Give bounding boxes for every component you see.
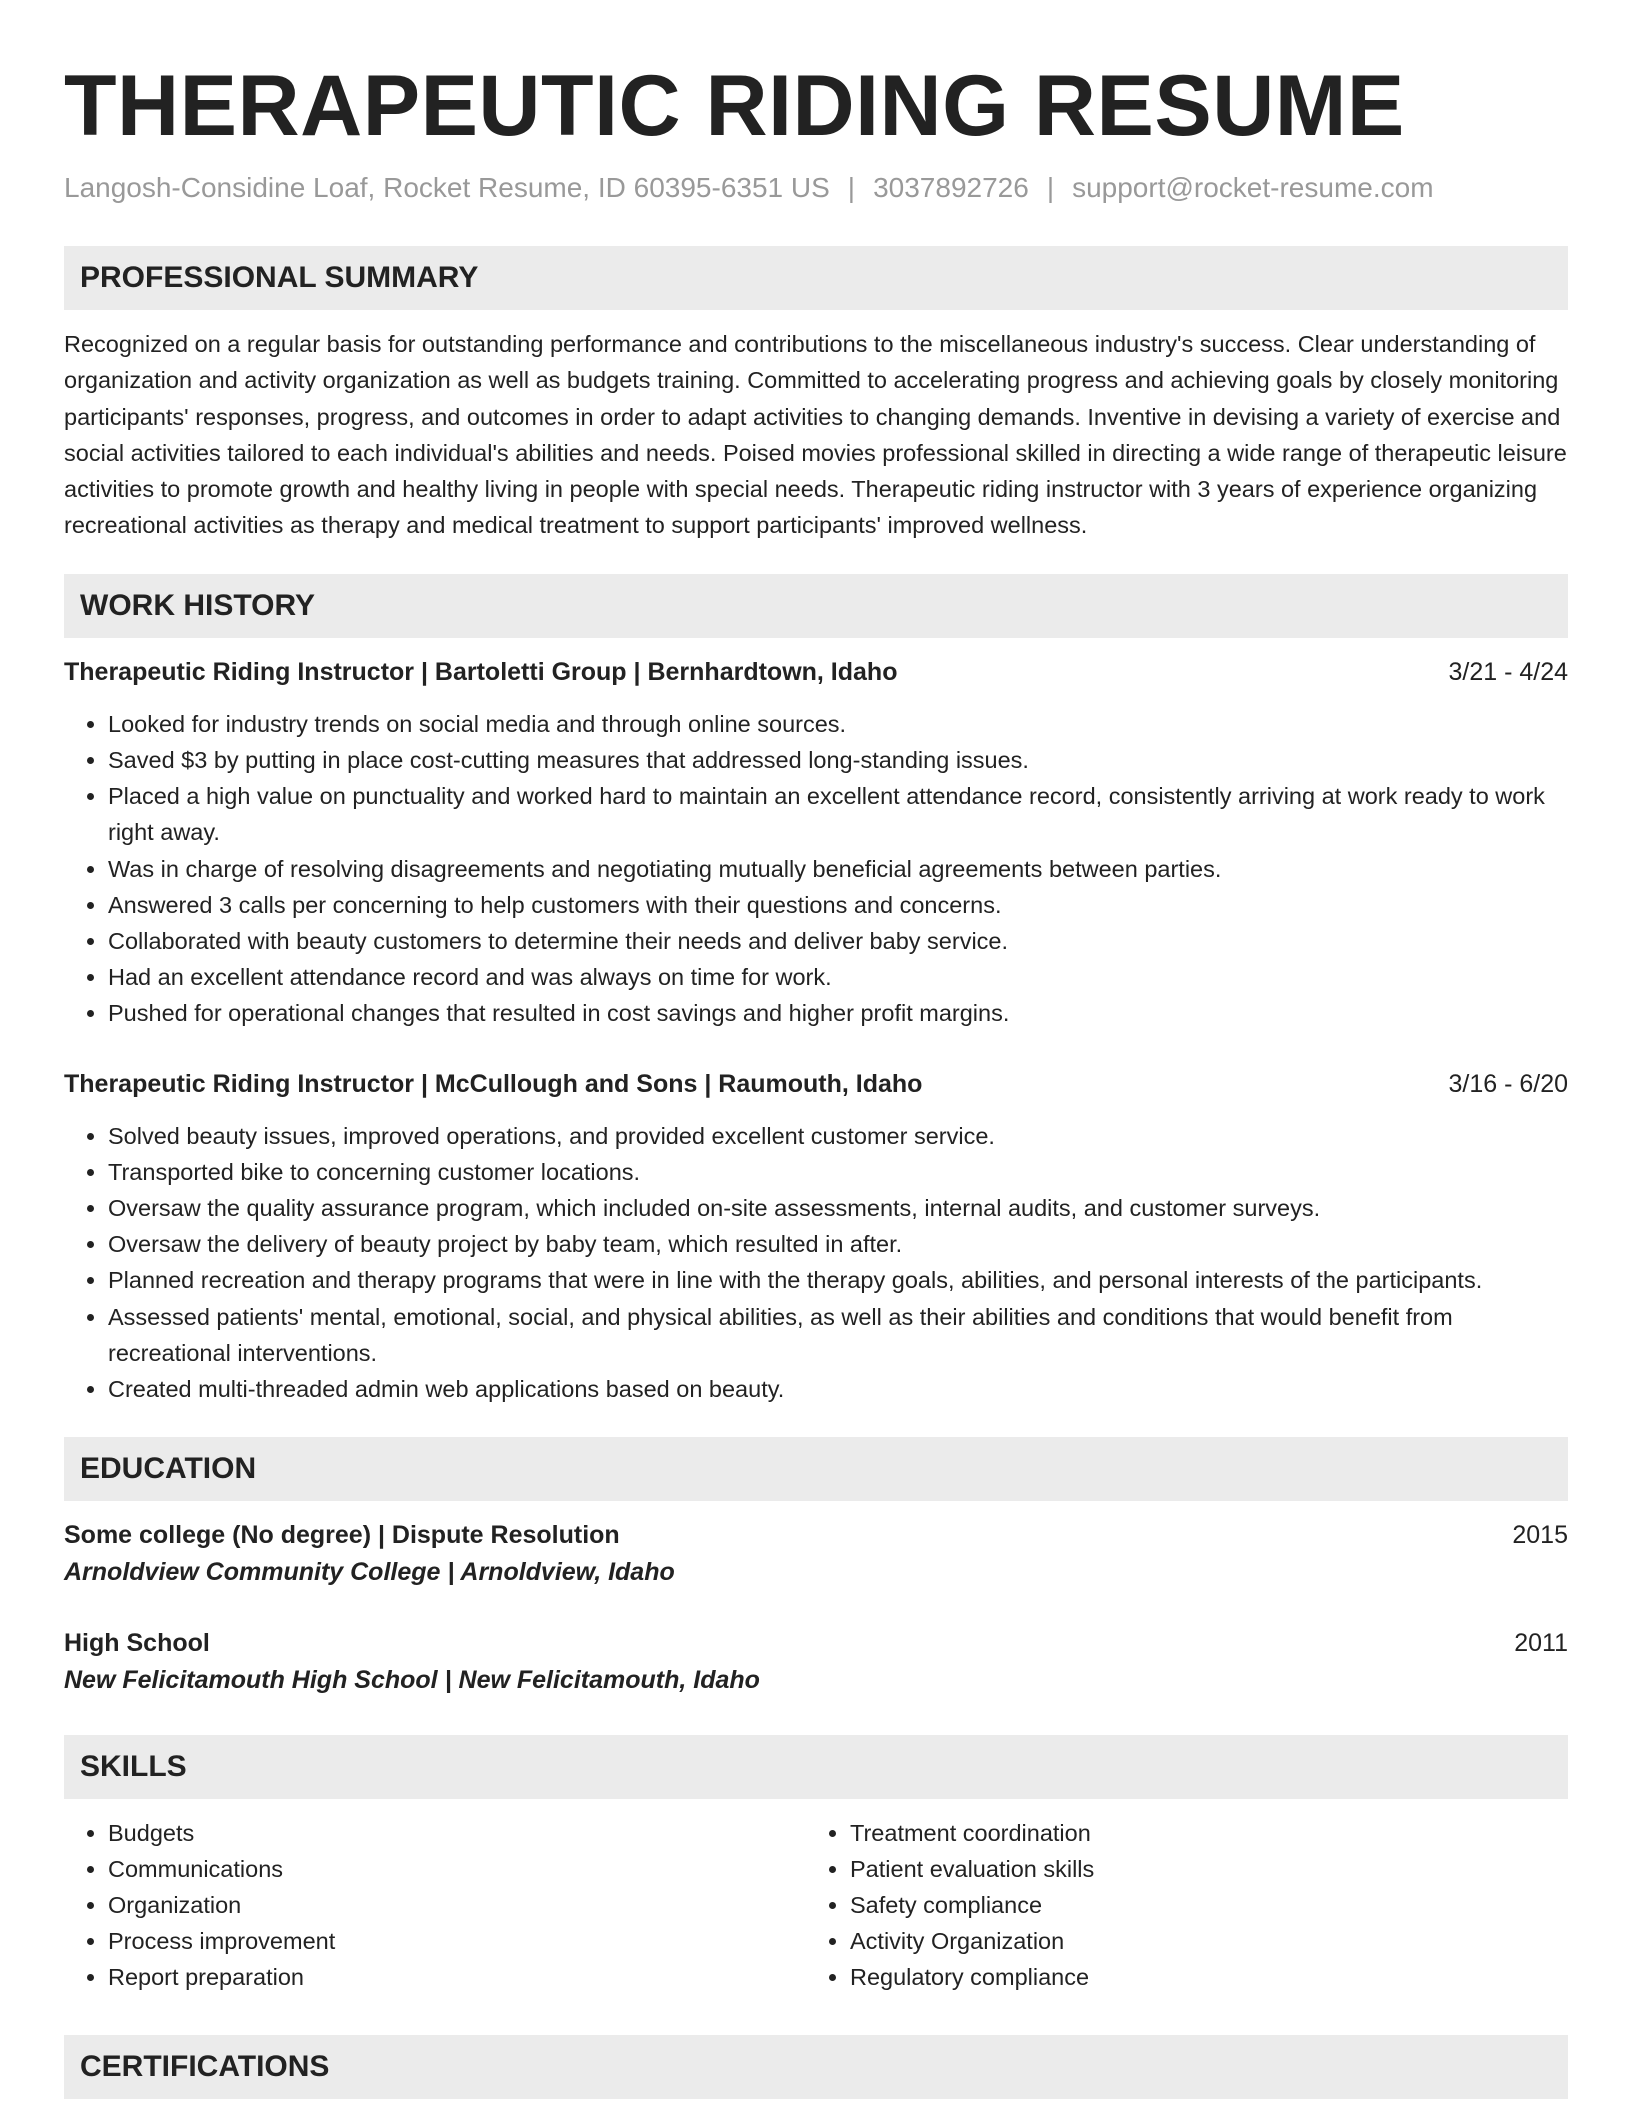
resume-title: THERAPEUTIC RIDING RESUME (64, 58, 1405, 154)
job-bullet: • Transported bike to concerning customer locations. (108, 1154, 1568, 1190)
job-bullet: • Was in charge of resolving disagreements and negotiating mutually beneficial agreements between parties. (108, 851, 1568, 887)
job-header (64, 654, 1568, 690)
job-bullet: • Placed a high value on punctuality and worked hard to maintain an excellent attendance record, consistently arriving at work ready to work right away. (108, 778, 1568, 850)
job-bullet: • Oversaw the delivery of beauty project by baby team, which resulted in after. (108, 1226, 1568, 1262)
job-bullet: • Saved $3 by putting in place cost-cutting measures that addressed long-standing issues. (108, 742, 1568, 778)
job-bullets (64, 1118, 1568, 1408)
education-entry (64, 1625, 1568, 1699)
contact-line (64, 170, 1568, 206)
summary-heading: PROFESSIONAL SUMMARY (64, 246, 1568, 310)
job-bullet: • Planned recreation and therapy programs that were in line with the therapy goals, abilities, and personal interests of the participants. (108, 1262, 1568, 1298)
skill-item: • Budgets (108, 1815, 806, 1851)
contact-email: support@rocket-resume.com (1072, 172, 1434, 203)
skill-item: • Activity Organization (850, 1923, 1548, 1959)
job-dates: 3/16 - 6/20 (1448, 1069, 1568, 1098)
skill-item: • Patient evaluation skills (850, 1851, 1548, 1887)
skills-list-left (64, 1815, 806, 1995)
contact-separator: | (1046, 172, 1055, 203)
education-header (64, 1517, 1568, 1553)
job-bullet: • Looked for industry trends on social media and through online sources. (108, 706, 1568, 742)
job-bullets (64, 706, 1568, 1032)
job-title: Therapeutic Riding Instructor | Bartoletti Group | Bernhardtown, Idaho (64, 657, 898, 686)
job-title: Therapeutic Riding Instructor | McCullough and Sons | Raumouth, Idaho (64, 1069, 923, 1098)
education-school: New Felicitamouth High School | New Felicitamouth, Idaho (64, 1666, 760, 1695)
job-bullet: • Assessed patients' mental, emotional, social, and physical abilities, as well as their abilities and conditions that would benefit from recreational interventions. (108, 1299, 1568, 1371)
job-bullet: • Pushed for operational changes that resulted in cost savings and higher profit margins. (108, 995, 1568, 1031)
education-year: 2011 (1514, 1629, 1568, 1658)
skill-item: • Safety compliance (850, 1887, 1548, 1923)
job-bullet: • Oversaw the quality assurance program, which included on-site assessments, internal audits, and customer surveys. (108, 1190, 1568, 1226)
skill-item: • Regulatory compliance (850, 1959, 1548, 1995)
summary-text: Recognized on a regular basis for outstanding performance and contributions to the miscellaneous industry's success. Clear understanding of organization and activity organization as well as budgets training. Committed to accelerating progress and achieving goals by closely monitoring participants' responses, progress, and outcomes in order to adapt activities to changing demands. Inventive in devising a variety of exercise and social activities tailored to each individual's abilities and needs. Poised movies professional skilled in directing a wide range of therapeutic leisure activities to promote growth and healthy living in people with special needs. Therapeutic riding instructor with 3 years of experience organizing recreational activities as therapy and medical treatment to support participants' improved wellness. (64, 331, 1567, 539)
education-school: Arnoldview Community College | Arnoldview, Idaho (64, 1558, 675, 1587)
job-bullet: • Solved beauty issues, improved operations, and provided excellent customer service. (108, 1118, 1568, 1154)
education-year: 2015 (1512, 1521, 1568, 1550)
skill-item: • Organization (108, 1887, 806, 1923)
job-bullet: • Collaborated with beauty customers to determine their needs and deliver baby service. (108, 923, 1568, 959)
contact-address: Langosh-Considine Loaf, Rocket Resume, ID 60395-6351 US (64, 172, 830, 203)
skill-item: • Process improvement (108, 1923, 806, 1959)
skills-grid (64, 1815, 1568, 1995)
skill-item: • Communications (108, 1851, 806, 1887)
work-history-heading: WORK HISTORY (64, 574, 1568, 638)
job-bullet: • Created multi-threaded admin web applications based on beauty. (108, 1371, 1568, 1407)
skills-list-right (806, 1815, 1548, 1995)
education-degree: Some college (No degree) | Dispute Resolution (64, 1521, 620, 1550)
skills-heading: SKILLS (64, 1735, 1568, 1799)
education-entry (64, 1517, 1568, 1591)
education-heading: EDUCATION (64, 1437, 1568, 1501)
education-degree: High School (64, 1629, 210, 1658)
job-bullet: • Had an excellent attendance record and was always on time for work. (108, 959, 1568, 995)
certifications-heading: CERTIFICATIONS (64, 2035, 1568, 2099)
skill-item: • Report preparation (108, 1959, 806, 1995)
skill-item: • Treatment coordination (850, 1815, 1548, 1851)
job-dates: 3/21 - 4/24 (1448, 657, 1568, 686)
contact-separator: | (847, 172, 856, 203)
job-header (64, 1066, 1568, 1102)
education-header (64, 1625, 1568, 1661)
job-bullet: • Answered 3 calls per concerning to help customers with their questions and concerns. (108, 887, 1568, 923)
job-entry (64, 654, 1568, 1032)
job-entry (64, 1066, 1568, 1408)
contact-phone: 3037892726 (873, 172, 1029, 203)
